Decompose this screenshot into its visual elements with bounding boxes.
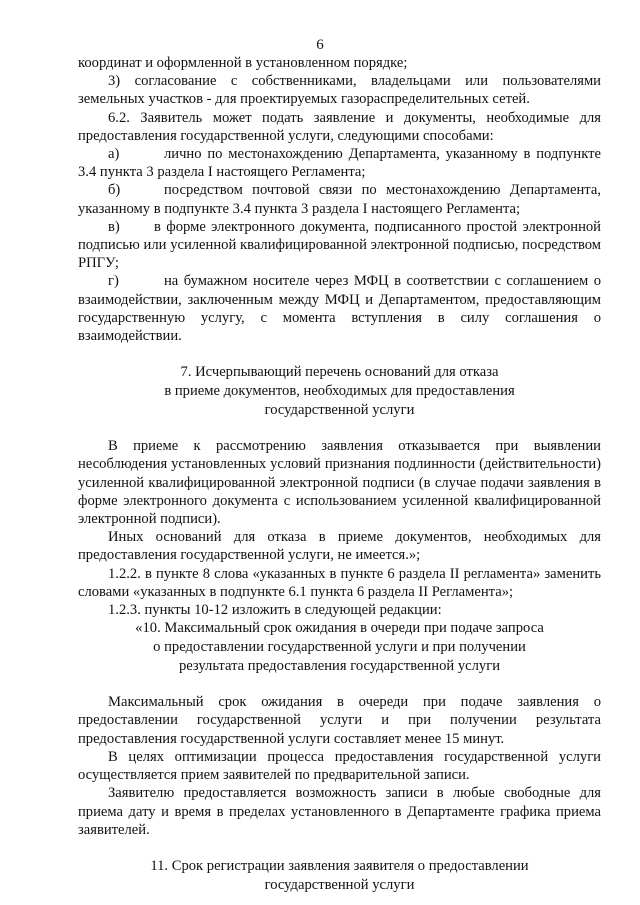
- paragraph-pre-registration: В целях оптимизации процесса предоставления государственной услуги осуществляется прием заявителей по предварительной записи.: [78, 748, 601, 784]
- paragraph-refusal-grounds: В приеме к рассмотрению заявления отказывается при выявлении несоблюдения установленных условий признания подлинности (действительности) усиленной квалифицированной электронной подписи (в случае подачи заявления в форме электронного документа с использованием усиленной квалифицированной электронной подписи).: [78, 438, 601, 528]
- section-11-heading-line-2: государственной услуги: [264, 876, 415, 893]
- paragraph-no-other-grounds: Иных оснований для отказа в приеме документов, необходимых для предоставления государственной услуги, не имеется.»;: [78, 529, 601, 564]
- section-7-heading-line-1: 7. Исчерпывающий перечень оснований для отказа: [180, 364, 499, 381]
- paragraph-continuation: координат и оформленной в установленном порядке;: [78, 55, 408, 71]
- section-10-heading-line-1: «10. Максимальный срок ожидания в очереди при подаче запроса: [135, 620, 544, 637]
- section-10-heading-line-3: результата предоставления государственной услуги: [178, 658, 501, 675]
- list-item-label: а): [108, 146, 120, 163]
- list-item-text: в форме электронного документа, подписанного простой электронной подписью или усиленной квалифицированной электронной подписью, посредством РПГУ;: [78, 218, 601, 272]
- paragraph-appointment: Заявителю предоставляется возможность записи в любые свободные для приема дату и время в пределах установленного в Департаменте графика приема заявителей.: [78, 785, 601, 838]
- paragraph-6-2: 6.2. Заявитель может подать заявление и документы, необходимые для предоставления государственной услуги, следующими способами:: [78, 109, 601, 144]
- paragraph-1-2-3: 1.2.3. пункты 10-12 изложить в следующей редакции:: [108, 602, 442, 619]
- paragraph-1-2-2: 1.2.2. в пункте 8 слова «указанных в пункте 6 раздела II регламента» заменить словами «указанных в подпункте 6.1 пункта 6 раздела II Регламента»;: [78, 565, 601, 600]
- list-item-label: г): [108, 273, 119, 290]
- section-11-heading-line-1: 11. Срок регистрации заявления заявителя о предоставлении: [150, 857, 529, 874]
- list-item-label: б): [108, 182, 121, 199]
- paragraph-item-3: 3) согласование с собственниками, владельцами или пользователями земельных участков - для проектируемых газораспределительных сетей.: [78, 73, 601, 108]
- list-item-text: посредством почтовой связи по местонахождению Департамента, указанному в подпункте 3.4 пункта 3 раздела I настоящего Регламента;: [78, 182, 601, 217]
- paragraph-max-wait: Максимальный срок ожидания в очереди при подаче заявления о предоставлении государственной услуги и при получении результата предоставления государственной услуги составляет менее 15 минут.: [78, 694, 601, 747]
- list-item-a: [78, 145, 601, 181]
- page-number: 6: [316, 37, 324, 53]
- list-item-label: в): [108, 218, 120, 235]
- list-item-b: [78, 181, 601, 217]
- list-item-text: лично по местонахождению Департамента, указанному в подпункте 3.4 пункта 3 раздела I настоящего Регламента;: [78, 146, 601, 181]
- list-item-v: [78, 218, 601, 273]
- list-item-text: на бумажном носителе через МФЦ в соответствии с соглашением о взаимодействии, заключенным между МФЦ и Департаментом, предоставляющим государственную услугу, с момента вступления в силу соглашения о взаимодействии.: [78, 273, 601, 345]
- section-7-heading-line-2: в приеме документов, необходимых для предоставления: [164, 383, 515, 400]
- list-item-g: [78, 272, 601, 345]
- section-7-heading-line-3: государственной услуги: [264, 402, 415, 419]
- document-body: [78, 54, 601, 895]
- section-10-heading-line-2: о предоставлении государственной услуги и при получении: [153, 639, 526, 656]
